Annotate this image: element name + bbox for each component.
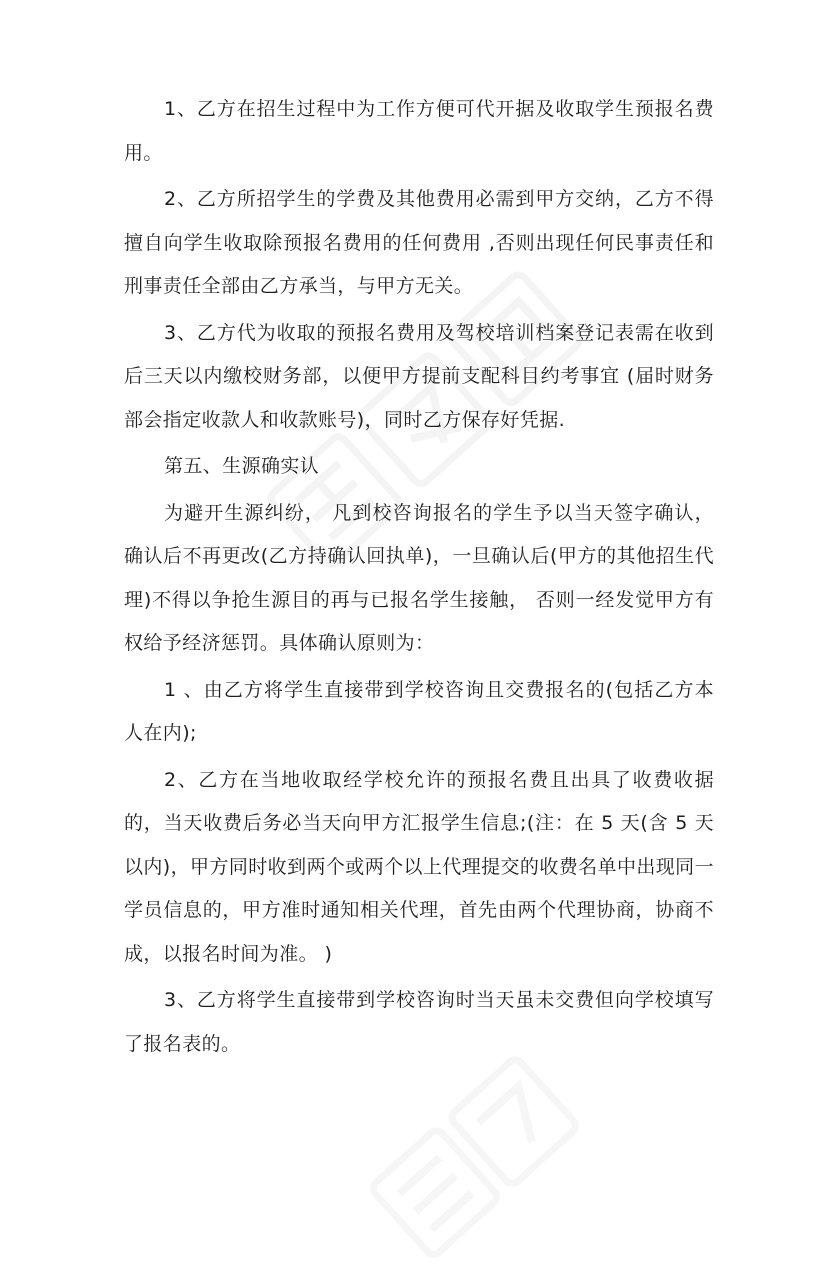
paragraph-rule-3: 3、乙方将学生直接带到学校咨询时当天虽未交费但向学校填写了报名表的。 — [124, 989, 714, 1055]
paragraph-clause-1: 1、乙方在招生过程中为工作方便可代开据及收取学生预报名费用。 — [124, 98, 714, 164]
paragraph-clause-2: 2、乙方所招学生的学费及其他费用必需到甲方交纳，乙方不得擅自向学生收取除预报名费用的任何费用 ,否则出现任何民事责任和刑事责任全部由乙方承当，与甲方无关。 — [124, 188, 714, 297]
document-body — [124, 88, 714, 1069]
paragraph-clause-3: 3、乙方代为收取的预报名费用及驾校培训档案登记表需在收到后三天以内缴校财务部，以便甲方提前支配科目约考事宜 (届时财务部会指定收款人和收款账号)，同时乙方保存好凭据. — [124, 321, 714, 431]
paragraph-rule-1: 1 、由乙方将学生直接带到学校咨询且交费报名的(包括乙方本人在内); — [124, 678, 714, 744]
paragraph-intro: 为避开生源纠纷， 凡到校咨询报名的学生予以当天签字确认， 确认后不再更改(乙方持确认回执单)，一旦确认后(甲方的其他招生代理)不得以争抢生源目的再与已报名学生接触， 否则一经发觉甲方有权给予经济惩罚。具体确认原则为： — [124, 501, 714, 654]
section-heading: 第五、生源确实认 — [164, 455, 320, 477]
paragraph-rule-2: 2、乙方在当地收取经学校允许的预报名费且出具了收费收据的，当天收费后务必当天向甲方汇报学生信息;(注：在 5 天(含 5 天以内)，甲方同时收到两个或两个以上代理提交的收费名单中出现同一学员信息的，甲方准时通知相关代理，首先由两个代理协商，协商不成，以报名时间为准。 ) — [124, 768, 714, 965]
